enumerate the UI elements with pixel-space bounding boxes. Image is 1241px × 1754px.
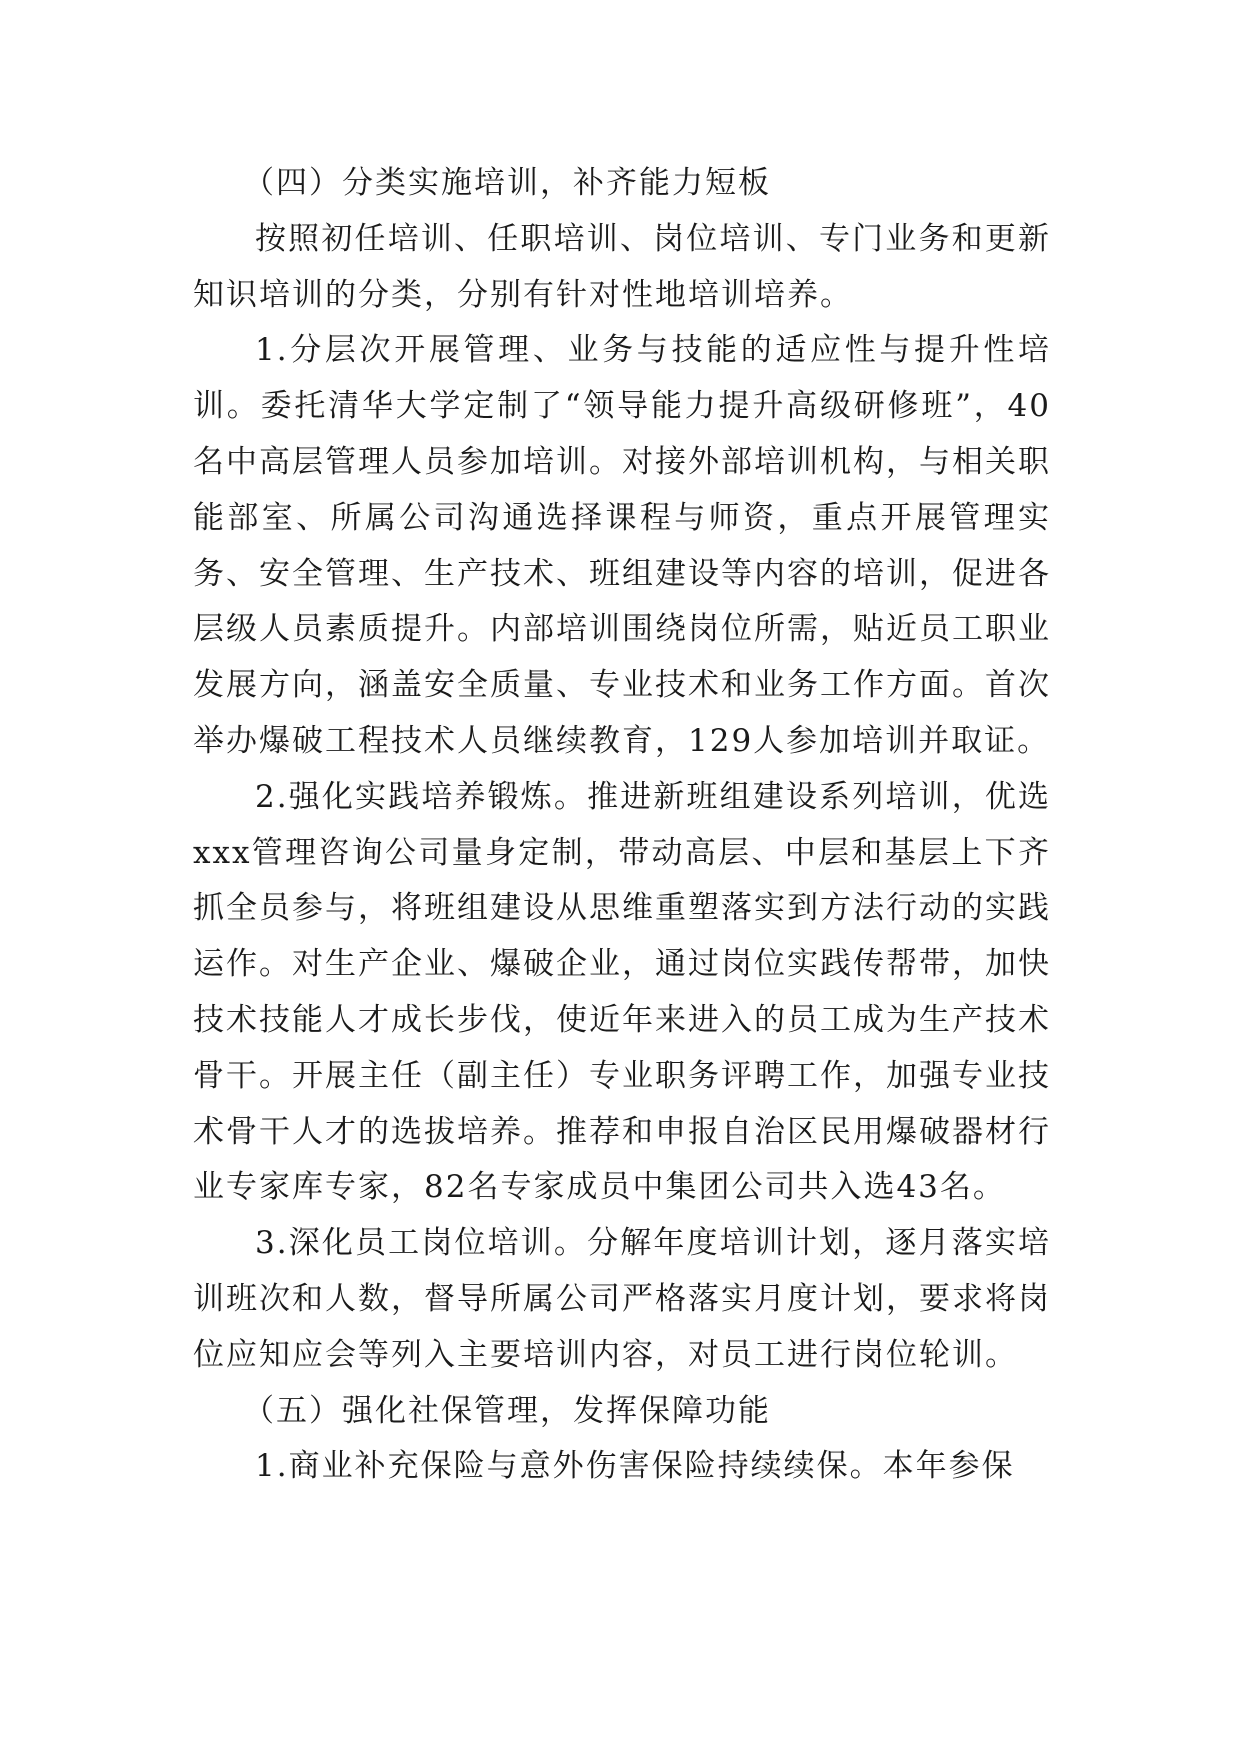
section-heading-5: （五）强化社保管理，发挥保障功能: [243, 1392, 771, 1429]
document-body: [193, 156, 1051, 1495]
paragraph-training-categories: 按照初任培训、任职培训、岗位培训、专门业务和更新知识培训的分类，分别有针对性地培训培养。: [193, 220, 1051, 313]
paragraph-insurance: 1.商业补充保险与意外伤害保险持续续保。本年参保: [255, 1448, 1015, 1485]
section-heading-4: （四）分类实施培训，补齐能力短板: [243, 165, 771, 201]
paragraph-practice-training: 2.强化实践培养锻炼。推进新班组建设系列培训，优选xxx管理咨询公司量身定制，带动高层、中层和基层上下齐抓全员参与，将班组建设从思维重塑落实到方法行动的实践运作。对生产企业、爆破企业，通过岗位实践传帮带，加快技术技能人才成长步伐，使近年来进入的员工成为生产技术骨干。开展主任（副主任）专业职务评聘工作，加强专业技术骨干人才的选拔培养。推荐和申报自治区民用爆破器材行业专家库专家，82名专家成员中集团公司共入选43名。: [193, 778, 1051, 1206]
paragraph-layered-training: 1.分层次开展管理、业务与技能的适应性与提升性培训。委托清华大学定制了“领导能力提升高级研修班”，40名中高层管理人员参加培训。对接外部培训机构，与相关职能部室、所属公司沟通选择课程与师资，重点开展管理实务、安全管理、生产技术、班组建设等内容的培训，促进各层级人员素质提升。内部培训围绕岗位所需，贴近员工职业发展方向，涵盖安全质量、专业技术和业务工作方面。首次举办爆破工程技术人员继续教育，129人参加培训并取证。: [193, 332, 1051, 759]
paragraph-post-training: 3.深化员工岗位培训。分解年度培训计划，逐月落实培训班次和人数，督导所属公司严格落实月度计划，要求将岗位应知应会等列入主要培训内容，对员工进行岗位轮训。: [193, 1225, 1051, 1373]
